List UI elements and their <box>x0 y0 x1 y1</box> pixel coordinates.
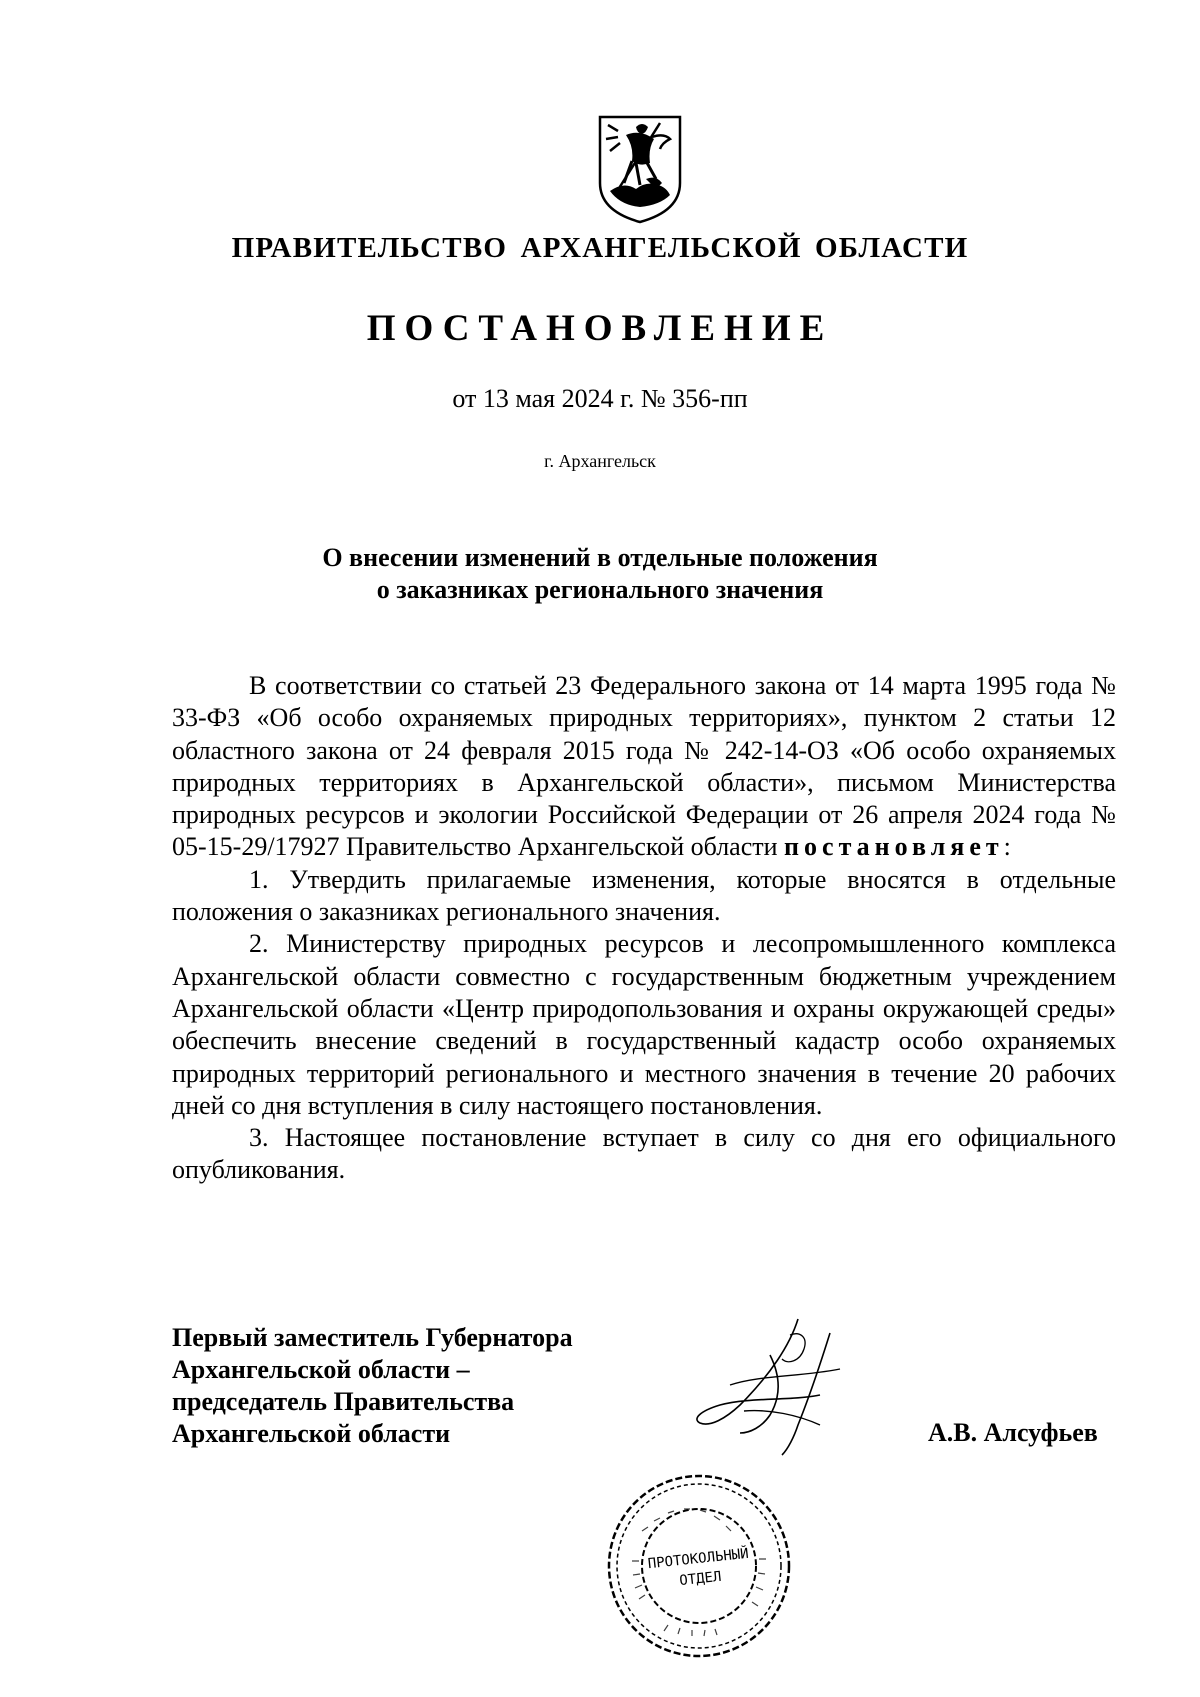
document-body <box>172 670 1116 1187</box>
document-city: г. Архангельск <box>544 451 656 471</box>
position-line-4: Архангельской области <box>172 1419 451 1448</box>
document-date-number: от 13 мая 2024 г. № 356-пп <box>452 384 748 413</box>
title-line-2: о заказниках регионального значения <box>376 575 824 604</box>
document-title <box>0 542 1200 606</box>
resolves-word: постановляет <box>784 832 1004 862</box>
organization-name: ПРАВИТЕЛЬСТВО АРХАНГЕЛЬСКОЙ ОБЛАСТИ <box>231 232 969 264</box>
coat-of-arms-icon <box>596 113 684 225</box>
resolves-colon: : <box>1003 832 1011 862</box>
position-line-3: председатель Правительства <box>172 1387 515 1416</box>
signatory-name: А.В. Алсуфьев <box>928 1418 1098 1447</box>
preamble-text: В соответствии со статьей 23 Федерального закона от 14 марта 1995 года № 33-ФЗ «Об особо охраняемых природных территориях», пунктом 2 статьи 12 областного закона от 24 февраля 2015 года № 242-14-ОЗ «Об особо охраняемых природных территориях в Архангельской области», письмом Министерства природных ресурсов и экологии Российской Федерации от 26 апреля 2024 года № 05-15-29/17927 Правительство Архангельской области <box>172 671 1116 862</box>
handwritten-signature <box>670 1315 890 1460</box>
position-line-1: Первый заместитель Губернатора <box>172 1323 573 1352</box>
signatory-position <box>172 1322 573 1450</box>
preamble-paragraph <box>172 670 1116 864</box>
item-1: 1. Утвердить прилагаемые изменения, которые вносятся в отдельные положения о заказниках регионального значения. <box>172 864 1116 927</box>
stamp-center-line-1: ПРОТОКОЛЬНЫЙ <box>647 1545 750 1573</box>
position-line-2: Архангельской области – <box>172 1355 470 1384</box>
document-type: ПОСТАНОВЛЕНИЕ <box>366 308 834 349</box>
item-2: 2. Министерству природных ресурсов и лесопромышленного комплекса Архангельской области совместно с государственным бюджетным учреждением Архангельской области «Центр природопользования и охраны окружающей среды» обеспечить внесение сведений в государственный кадастр особо охраняемых природных территорий регионального и местного значения в течение 20 рабочих дней со дня вступления в силу настоящего постановления. <box>172 929 1116 1120</box>
stamp-center-line-2: ОТДЕЛ <box>678 1568 723 1590</box>
round-seal-stamp <box>604 1471 794 1661</box>
title-line-1: О внесении изменений в отдельные положения <box>322 543 878 572</box>
item-3: 3. Настоящее постановление вступает в силу со дня его официального опубликования. <box>172 1123 1116 1185</box>
